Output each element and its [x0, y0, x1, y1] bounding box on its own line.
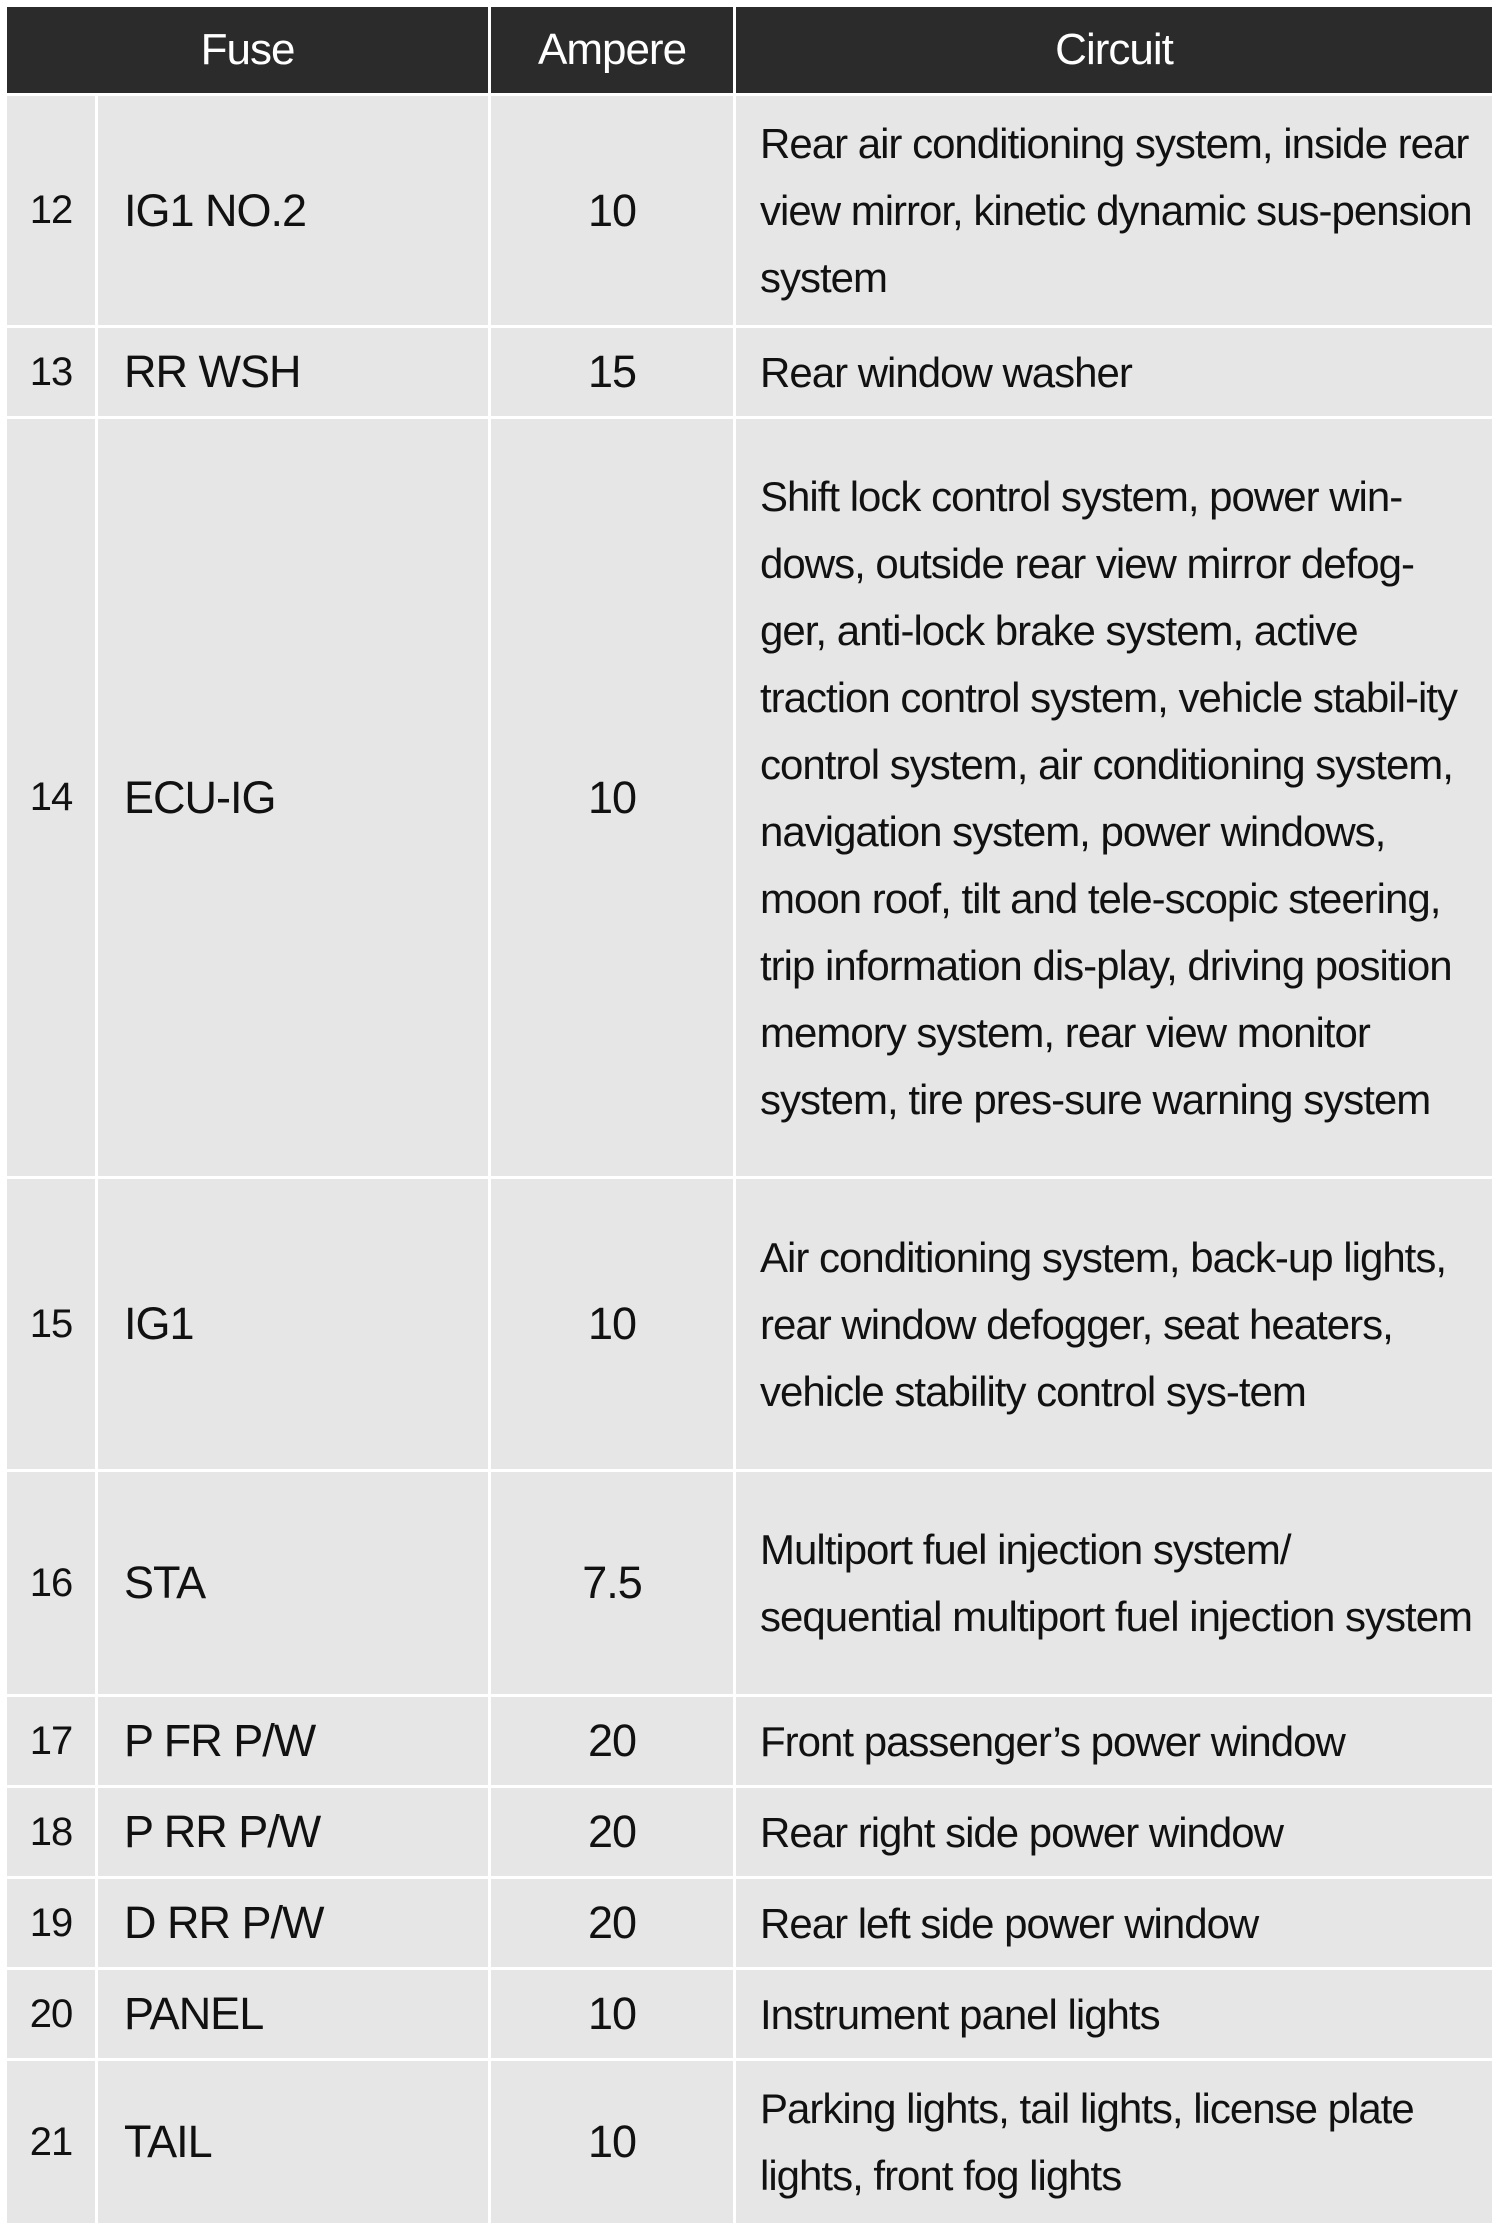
fuse-ampere: 15	[491, 328, 733, 416]
fuse-name: P RR P/W	[98, 1788, 488, 1876]
fuse-name: STA	[98, 1472, 488, 1694]
table-row	[7, 1970, 1492, 2058]
fuse-number: 12	[7, 96, 95, 325]
fuse-circuit: Rear air conditioning system, inside rear view mirror, kinetic dynamic sus-pension system	[736, 96, 1492, 325]
fuse-name: RR WSH	[98, 328, 488, 416]
table-row	[7, 328, 1492, 416]
table-row	[7, 419, 1492, 1176]
fuse-name: PANEL	[98, 1970, 488, 2058]
fuse-circuit: Parking lights, tail lights, license plate lights, front fog lights	[736, 2061, 1492, 2223]
fuse-number: 18	[7, 1788, 95, 1876]
fuse-ampere: 10	[491, 1179, 733, 1469]
fuse-number: 16	[7, 1472, 95, 1694]
header-ampere: Ampere	[491, 7, 733, 93]
fuse-name: TAIL	[98, 2061, 488, 2223]
table-row	[7, 1697, 1492, 1785]
fuse-table	[4, 4, 1495, 2226]
fuse-circuit: Air conditioning system, back-up lights, rear window defogger, seat heaters, vehicle stability control sys-tem	[736, 1179, 1492, 1469]
fuse-name: IG1 NO.2	[98, 96, 488, 325]
table-row	[7, 1472, 1492, 1694]
fuse-circuit: Rear left side power window	[736, 1879, 1492, 1967]
fuse-ampere: 20	[491, 1788, 733, 1876]
fuse-number: 20	[7, 1970, 95, 2058]
fuse-ampere: 20	[491, 1697, 733, 1785]
fuse-circuit: Shift lock control system, power win-dows, outside rear view mirror defog-ger, anti-lock brake system, active traction control system, vehicle stabil-ity control system, air conditioning system, navigation system, power windows, moon roof, tilt and tele-scopic steering, trip information dis-play, driving position memory system, rear view monitor system, tire pres-sure warning system	[736, 419, 1492, 1176]
fuse-ampere: 20	[491, 1879, 733, 1967]
fuse-ampere: 10	[491, 1970, 733, 2058]
fuse-name: ECU-IG	[98, 419, 488, 1176]
fuse-ampere: 10	[491, 96, 733, 325]
fuse-ampere: 7.5	[491, 1472, 733, 1694]
table-row	[7, 1788, 1492, 1876]
fuse-number: 15	[7, 1179, 95, 1469]
fuse-circuit: Rear right side power window	[736, 1788, 1492, 1876]
fuse-circuit: Rear window washer	[736, 328, 1492, 416]
header-circuit: Circuit	[736, 7, 1492, 93]
fuse-number: 21	[7, 2061, 95, 2223]
fuse-ampere: 10	[491, 419, 733, 1176]
fuse-circuit: Front passenger’s power window	[736, 1697, 1492, 1785]
fuse-name: D RR P/W	[98, 1879, 488, 1967]
fuse-circuit: Multiport fuel injection system/ sequential multiport fuel injection system	[736, 1472, 1492, 1694]
fuse-circuit: Instrument panel lights	[736, 1970, 1492, 2058]
table-row	[7, 2061, 1492, 2223]
fuse-number: 19	[7, 1879, 95, 1967]
fuse-ampere: 10	[491, 2061, 733, 2223]
table-header-row	[7, 7, 1492, 93]
fuse-number: 17	[7, 1697, 95, 1785]
table-row	[7, 1179, 1492, 1469]
table-row	[7, 1879, 1492, 1967]
header-fuse: Fuse	[7, 7, 488, 93]
table-row	[7, 96, 1492, 325]
fuse-name: IG1	[98, 1179, 488, 1469]
fuse-number: 13	[7, 328, 95, 416]
fuse-name: P FR P/W	[98, 1697, 488, 1785]
fuse-number: 14	[7, 419, 95, 1176]
